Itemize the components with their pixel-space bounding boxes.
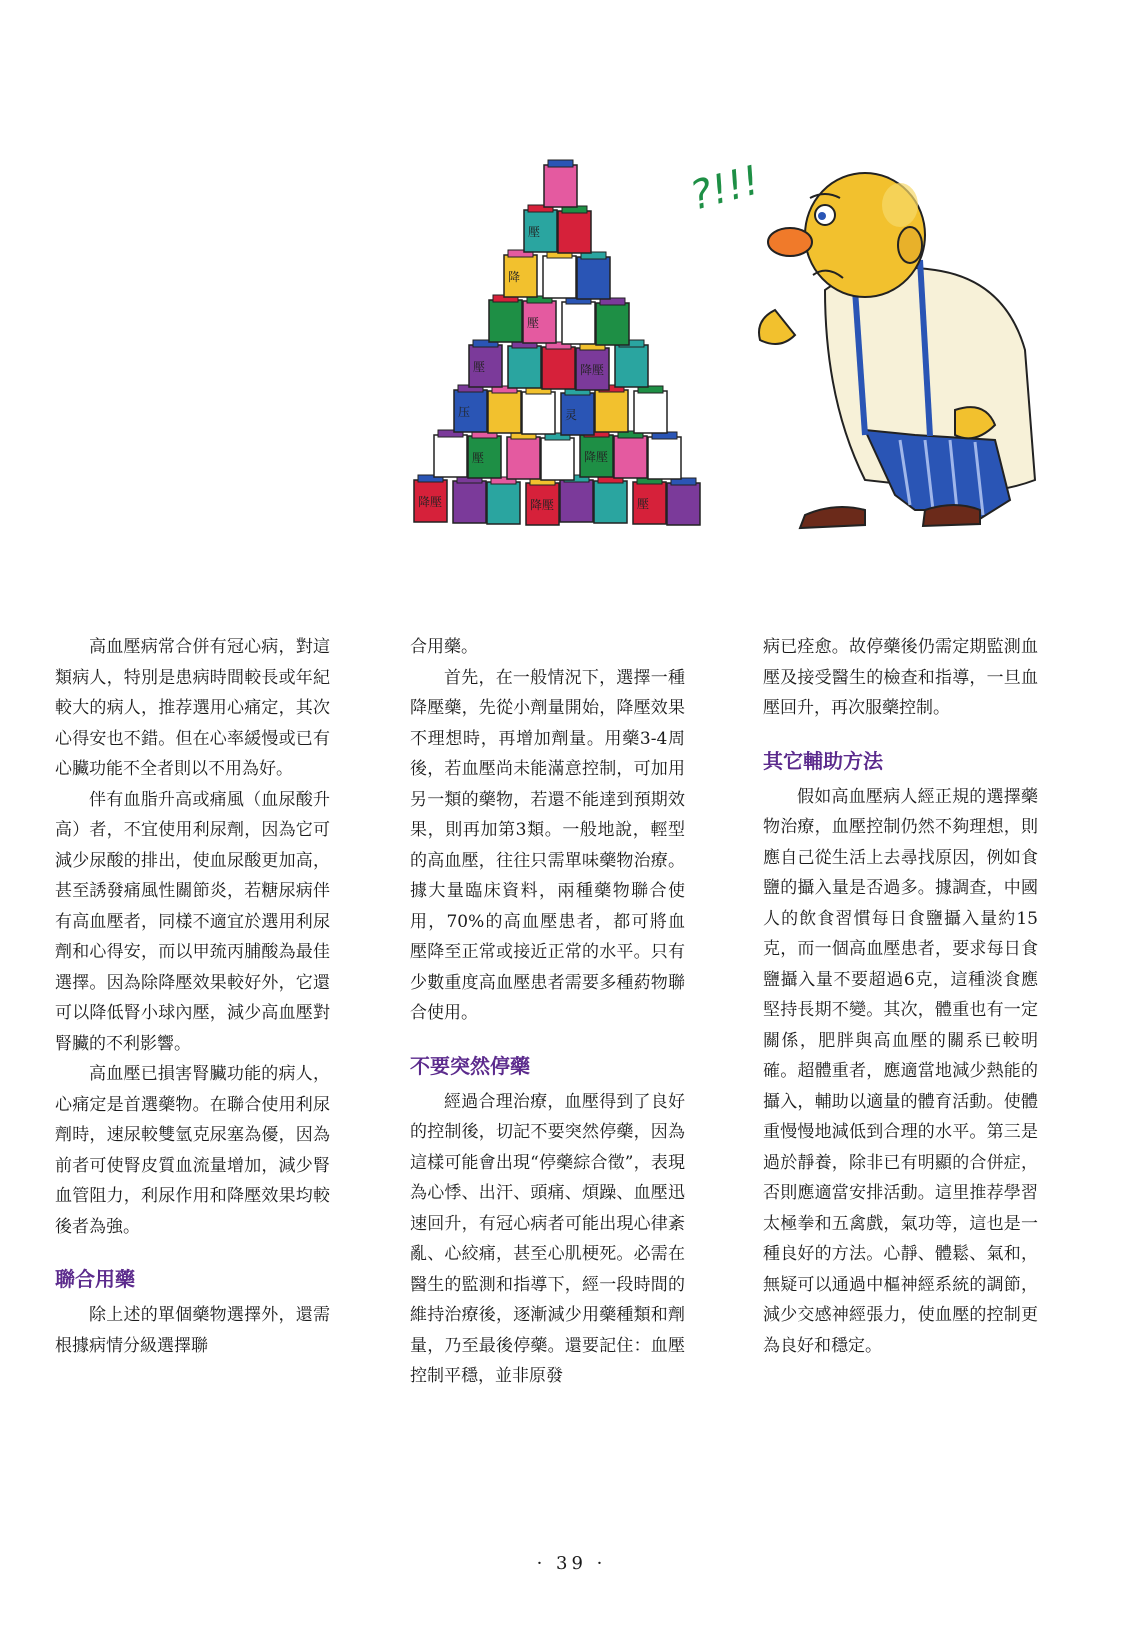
medicine-label: 壓 — [473, 360, 486, 374]
paragraph: 高血壓病常合併有冠心病，對這類病人，特別是患病時間較長或年紀較大的病人，推荐選用心痛定，其次心得安也不錯。但在心率緩慢或已有心臟功能不全者則以不用為好。 — [55, 637, 330, 779]
paragraph: 除上述的單個藥物選擇外，還需根據病情分級選擇聯 — [55, 1305, 330, 1356]
paragraph: 假如高血壓病人經正規的選擇藥物治療，血壓控制仍然不夠理想，則應自己從生活上去尋找原因，例如食鹽的攝入量是否過多。據調查，中國人的飲食習慣每日食鹽攝入量約15克，而一個高血壓患者，要求每日食鹽攝入量不要超過6克，這種淡食應堅持長期不變。其次，體重也有一定關係，肥胖與高血壓的關系已較明確。超體重者，應適當地減少熱能的攝入，輔助以適量的體育活動。使體重慢慢地減低到合理的水平。第三是過於靜養，除非已有明顯的合併症，否則應適當安排活動。這里推荐學習太極拳和五禽戲，氣功等，這也是一種良好的方法。心靜、體鬆、氣和，無疑可以通過中樞神經系統的調節，減少交感神經張力，使血壓的控制更為良好和穩定。 — [763, 786, 1038, 1356]
medicine-label: 降壓 — [584, 450, 609, 464]
medicine-box — [560, 480, 593, 522]
column-1 — [55, 632, 330, 1361]
medicine-label: 压 — [458, 405, 471, 419]
medicine-box — [434, 435, 467, 477]
paragraph: 伴有血脂升高或痛風（血尿酸升高）者，不宜使用利尿劑，因為它可減少尿酸的排出，使血尿酸更加高，甚至誘發痛風性關節炎，若糖尿病伴有高血壓者，同樣不適宜於選用利尿劑和心得安，而以甲巯丙脯酸為最佳選擇。因為除降壓效果較好外，它還可以降低腎小球內壓，減少高血壓對腎臟的不利影響。 — [55, 789, 330, 1054]
medicine-label: 降壓 — [418, 495, 443, 509]
medicine-label: 壓 — [527, 316, 540, 330]
column-3 — [763, 632, 1038, 1361]
medicine-box — [487, 482, 520, 524]
medicine-box — [577, 257, 610, 299]
medicine-label: 壓 — [472, 451, 485, 465]
medicine-box — [562, 302, 595, 344]
medicine-label: 降 — [508, 270, 521, 284]
medicine-box — [453, 481, 486, 523]
medicine-box — [595, 390, 628, 432]
section-heading: 其它輔助方法 — [763, 748, 883, 773]
section-heading: 不要突然停藥 — [410, 1053, 530, 1078]
medicine-box — [558, 211, 591, 253]
medicine-box — [541, 438, 574, 480]
medicine-pile — [414, 160, 700, 525]
medicine-box — [614, 436, 647, 478]
medicine-box — [522, 392, 555, 434]
exclamation-marks: ?!!! — [685, 157, 765, 220]
medicine-box — [507, 437, 540, 479]
medicine-box — [596, 303, 629, 345]
paragraph: 病已痊愈。故停藥後仍需定期監測血壓及接受醫生的檢查和指導，一旦血壓回升，再次服藥控制。 — [763, 637, 1038, 718]
medicine-label: 壓 — [637, 497, 650, 511]
medicine-box — [594, 481, 627, 523]
medicine-box — [667, 483, 700, 525]
medicine-box — [542, 347, 575, 389]
paragraph: 高血壓已損害腎臟功能的病人，心痛定是首選藥物。在聯合使用利尿劑時，速尿較雙氫克尿塞為優，因為前者可使腎皮質血流量增加，減少腎血管阻力，利尿作用和降壓效果均較後者為強。 — [55, 1064, 330, 1237]
bottle-cap — [548, 160, 573, 167]
page-number: · 39 · — [536, 1553, 607, 1574]
medicine-box — [543, 256, 576, 298]
confused-man — [759, 173, 1035, 528]
medicine-label: 降壓 — [530, 498, 555, 512]
medicine-illustration — [395, 150, 1075, 565]
medicine-label: 灵 — [565, 408, 578, 422]
medicine-box — [634, 391, 667, 433]
medicine-box — [488, 391, 521, 433]
medicine-box — [648, 437, 681, 479]
paragraph: 經過合理治療，血壓得到了良好的控制後，切記不要突然停藥，因為這樣可能會出現“停藥綜合徵”，表現為心悸、出汗、頭痛、煩躁、血壓迅速回升，有冠心病者可能出現心律紊亂、心絞痛，甚至心肌梗死。必需在醫生的監測和指導下，經一段時間的維持治療後，逐漸減少用藥種類和劑量，乃至最後停藥。還要記住：血壓控制平穩，並非原發 — [410, 1091, 685, 1386]
column-2 — [410, 632, 685, 1392]
paragraph: 首先，在一般情況下，選擇一種降壓藥，先從小劑量開始，降壓效果不理想時，再增加劑量。用藥3-4周後，若血壓尚未能滿意控制，可加用另一類的藥物，若還不能達到預期效果，則再加第3類。一般地說，輕型的高血壓，往往只需單味藥物治療。據大量臨床資料，兩種藥物聯合使用，70%的高血壓患者，都可將血壓降至正常或接近正常的水平。只有少數重度高血壓患者需要多種葯物聯合使用。 — [410, 667, 685, 1023]
medicine-box — [615, 345, 648, 387]
medicine-box — [544, 165, 577, 207]
medicine-label: 壓 — [528, 225, 541, 239]
paragraph: 合用藥。 — [410, 637, 478, 657]
medicine-label: 降壓 — [580, 363, 605, 377]
medicine-box — [489, 300, 522, 342]
medicine-box — [508, 346, 541, 388]
section-heading: 聯合用藥 — [55, 1267, 135, 1291]
